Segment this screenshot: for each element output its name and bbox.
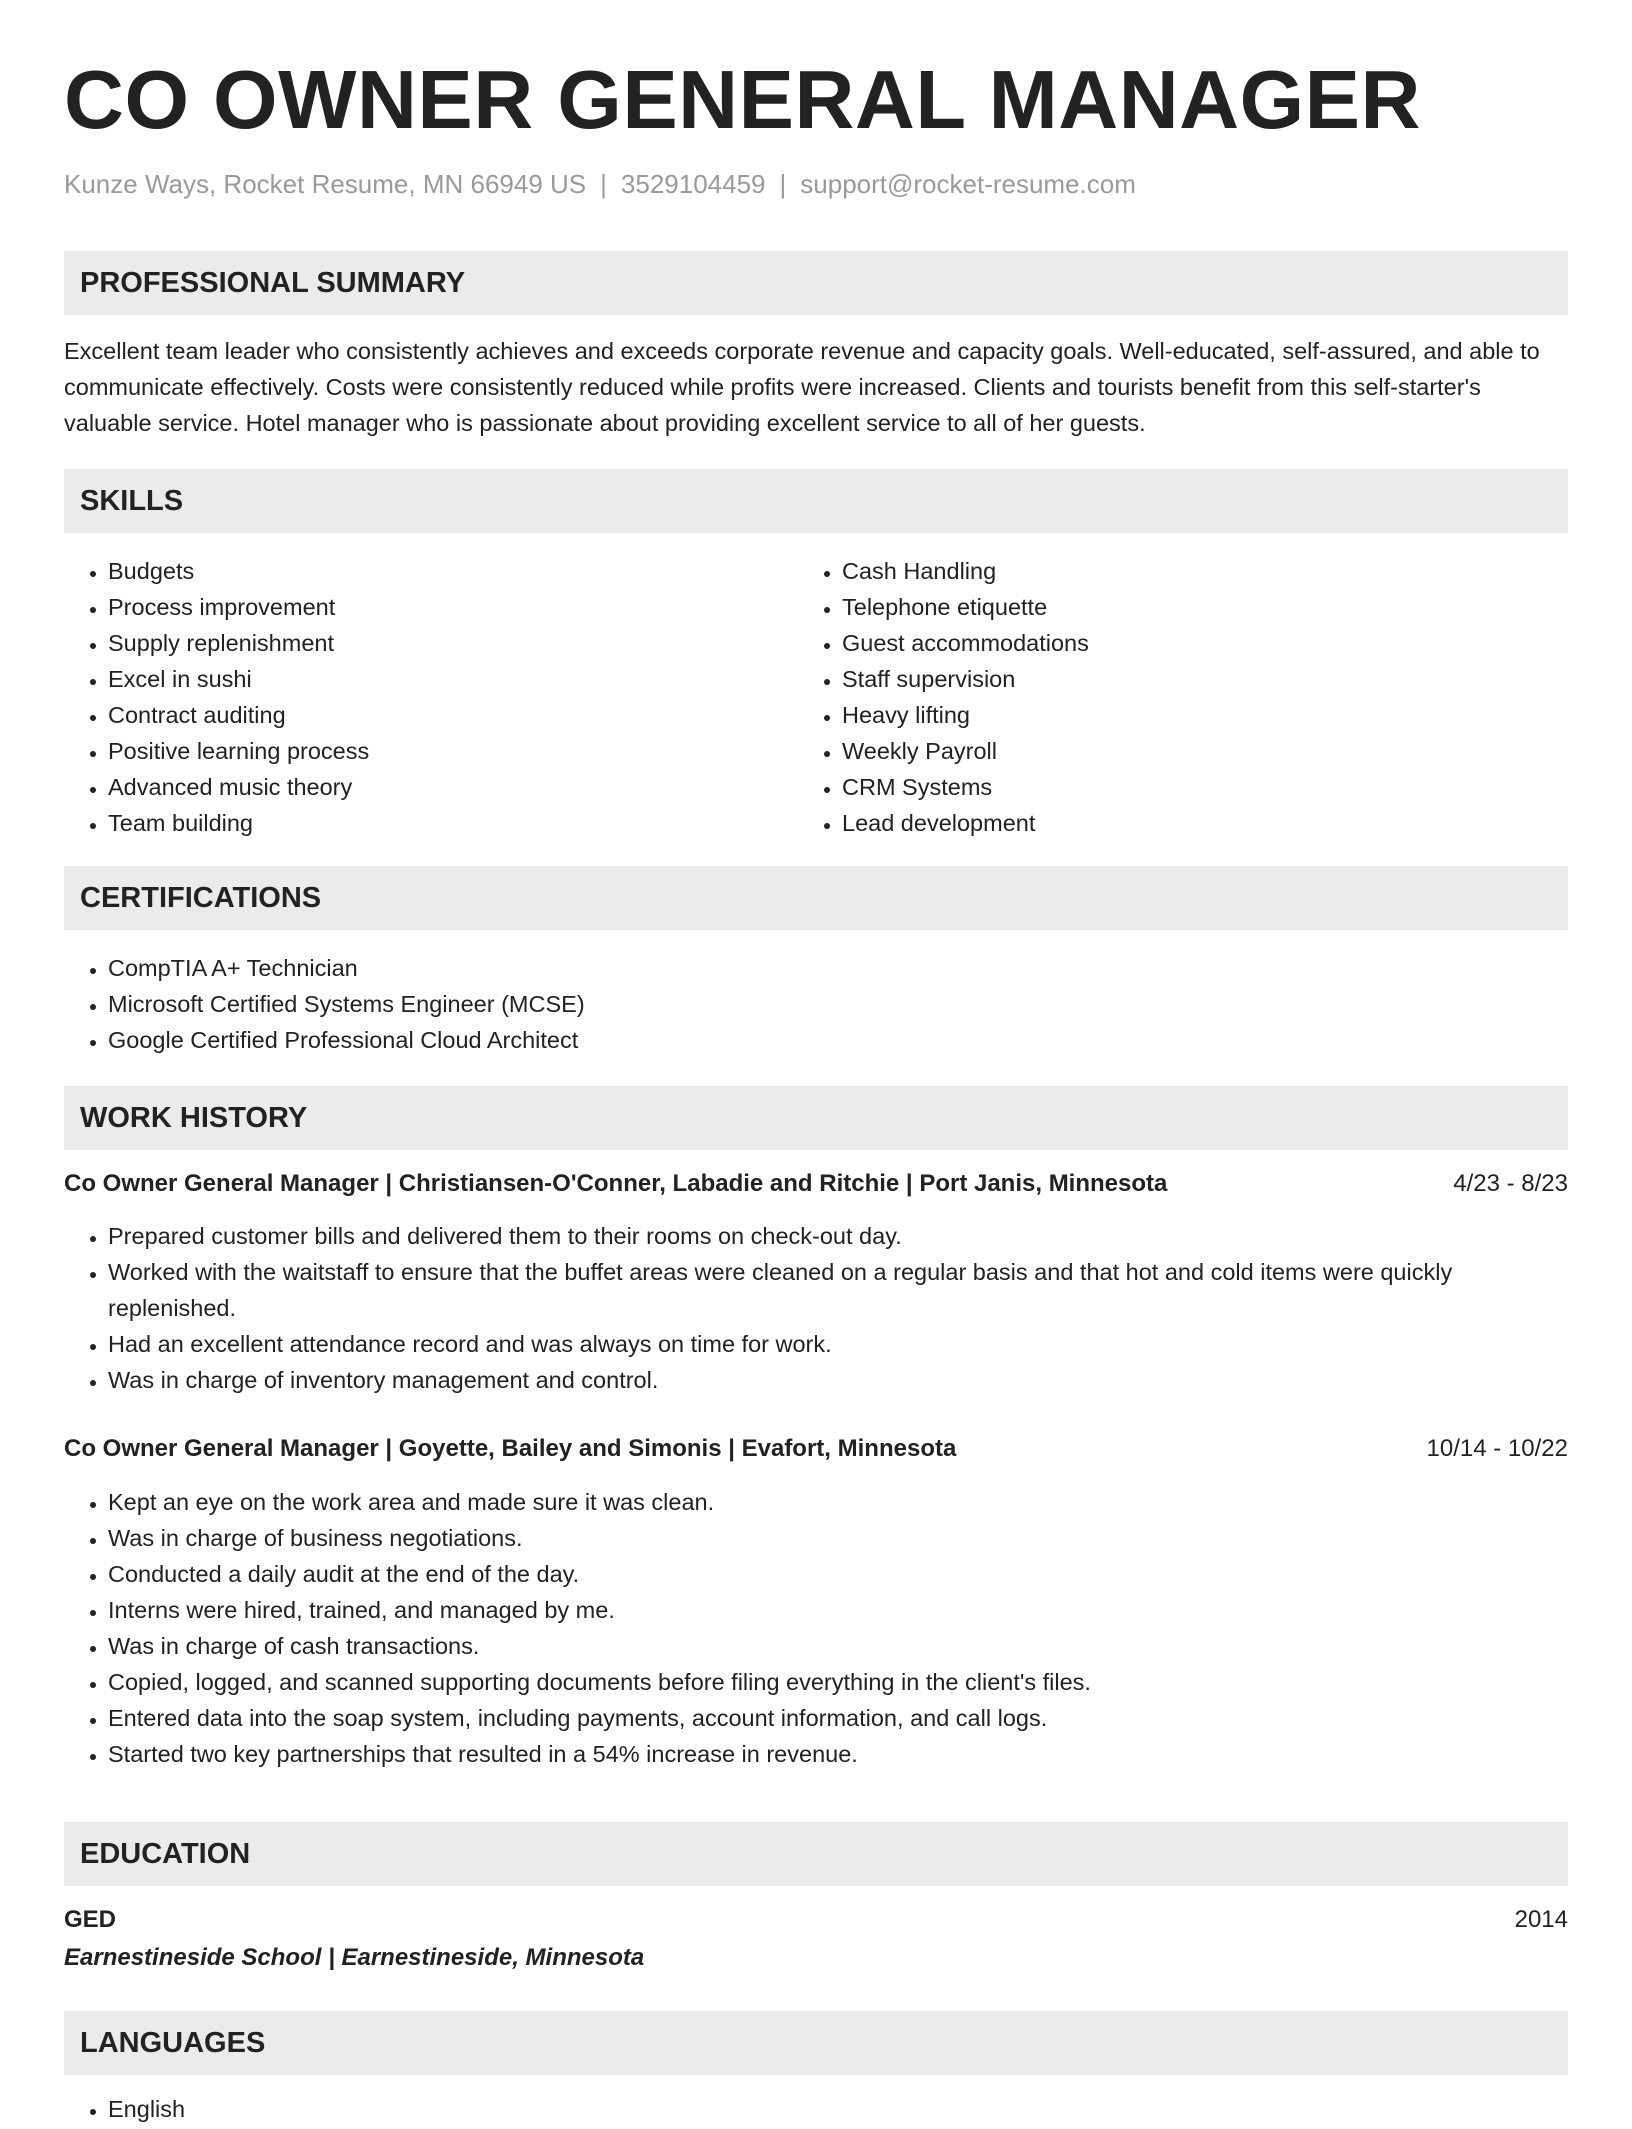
list-item: • Supply replenishment bbox=[108, 625, 764, 661]
skills-column-left bbox=[64, 553, 764, 841]
list-item: • Team building bbox=[108, 805, 764, 841]
list-item: • Microsoft Certified Systems Engineer (MCSE) bbox=[108, 986, 1568, 1022]
education-degree: GED bbox=[64, 1906, 117, 1933]
list-item: • Was in charge of inventory management and control. bbox=[108, 1362, 1568, 1398]
list-item: • Copied, logged, and scanned supporting documents before filing everything in the client's files. bbox=[108, 1664, 1568, 1700]
summary-text: Excellent team leader who consistently achieves and exceeds corporate revenue and capacity goals. Well-educated, self-assured, and able to communicate effectively. Costs were consistently reduced while profits were increased. Clients and tourists benefit from this self-starter's valuable service. Hotel manager who is passionate about providing excellent service to all of her guests. bbox=[64, 338, 1540, 436]
skills-column-right bbox=[798, 553, 1498, 841]
list-item: • Entered data into the soap system, including payments, account information, and call logs. bbox=[108, 1700, 1568, 1736]
education-row bbox=[64, 1902, 1568, 1938]
education-section-heading: EDUCATION bbox=[64, 1822, 1568, 1886]
languages-list bbox=[64, 2091, 1568, 2127]
contact-line bbox=[64, 169, 1136, 200]
list-item: • Advanced music theory bbox=[108, 769, 764, 805]
job-heading bbox=[64, 1431, 1568, 1467]
list-item: • Was in charge of cash transactions. bbox=[108, 1628, 1568, 1664]
list-item: • Lead development bbox=[842, 805, 1498, 841]
list-item: • Positive learning process bbox=[108, 733, 764, 769]
skills-list-right bbox=[798, 553, 1498, 841]
list-item: • Google Certified Professional Cloud Architect bbox=[108, 1022, 1568, 1058]
job-bullets-block bbox=[64, 1218, 1568, 1398]
education-school: Earnestineside School | Earnestineside, Minnesota bbox=[64, 1944, 645, 1971]
list-item: • Guest accommodations bbox=[842, 625, 1498, 661]
candidate-name: CO OWNER GENERAL MANAGER bbox=[64, 53, 1421, 146]
list-item: • Worked with the waitstaff to ensure that the buffet areas were cleaned on a regular basis and that hot and cold items were quickly replenished. bbox=[108, 1254, 1568, 1326]
list-item: • Staff supervision bbox=[842, 661, 1498, 697]
job-dates: 10/14 - 10/22 bbox=[1426, 1435, 1568, 1462]
job-bullets-block bbox=[64, 1484, 1568, 1772]
contact-separator: | bbox=[600, 169, 607, 199]
list-item: • Heavy lifting bbox=[842, 697, 1498, 733]
job-dates: 4/23 - 8/23 bbox=[1453, 1170, 1568, 1197]
list-item: • Contract auditing bbox=[108, 697, 764, 733]
summary-section-heading: PROFESSIONAL SUMMARY bbox=[64, 251, 1568, 315]
list-item: • Budgets bbox=[108, 553, 764, 589]
list-item: • Process improvement bbox=[108, 589, 764, 625]
skills-list-left bbox=[64, 553, 764, 841]
list-item: • Weekly Payroll bbox=[842, 733, 1498, 769]
list-item: • Conducted a daily audit at the end of the day. bbox=[108, 1556, 1568, 1592]
list-item: • Kept an eye on the work area and made sure it was clean. bbox=[108, 1484, 1568, 1520]
list-item: • Started two key partnerships that resulted in a 54% increase in revenue. bbox=[108, 1736, 1568, 1772]
contact-phone: 3529104459 bbox=[620, 169, 766, 199]
job-title-employer: Co Owner General Manager | Goyette, Bailey and Simonis | Evafort, Minnesota bbox=[64, 1435, 957, 1462]
skills-section-heading: SKILLS bbox=[64, 469, 1568, 533]
list-item: • Interns were hired, trained, and managed by me. bbox=[108, 1592, 1568, 1628]
education-year: 2014 bbox=[1514, 1906, 1568, 1933]
job-duties-list bbox=[64, 1484, 1568, 1772]
certifications-block bbox=[64, 950, 1568, 1058]
list-item: • Telephone etiquette bbox=[842, 589, 1498, 625]
list-item: • Prepared customer bills and delivered them to their rooms on check-out day. bbox=[108, 1218, 1568, 1254]
job-title-employer: Co Owner General Manager | Christiansen-O'Conner, Labadie and Ritchie | Port Janis, Minnesota bbox=[64, 1170, 1168, 1197]
contact-separator: | bbox=[779, 169, 787, 199]
work-section-heading: WORK HISTORY bbox=[64, 1086, 1568, 1150]
list-item: • CompTIA A+ Technician bbox=[108, 950, 1568, 986]
languages-section-heading: LANGUAGES bbox=[64, 2011, 1568, 2075]
job-heading bbox=[64, 1166, 1568, 1202]
list-item: • Excel in sushi bbox=[108, 661, 764, 697]
list-item: • Had an excellent attendance record and was always on time for work. bbox=[108, 1326, 1568, 1362]
contact-address: Kunze Ways, Rocket Resume, MN 66949 US bbox=[64, 169, 587, 199]
languages-block bbox=[64, 2091, 1568, 2127]
contact-email: support@rocket-resume.com bbox=[800, 169, 1136, 199]
list-item: • CRM Systems bbox=[842, 769, 1498, 805]
certifications-list bbox=[64, 950, 1568, 1058]
list-item: • Cash Handling bbox=[842, 553, 1498, 589]
certifications-section-heading: CERTIFICATIONS bbox=[64, 866, 1568, 930]
list-item: • Was in charge of business negotiations. bbox=[108, 1520, 1568, 1556]
job-duties-list bbox=[64, 1218, 1568, 1398]
list-item: • English bbox=[108, 2091, 1568, 2127]
